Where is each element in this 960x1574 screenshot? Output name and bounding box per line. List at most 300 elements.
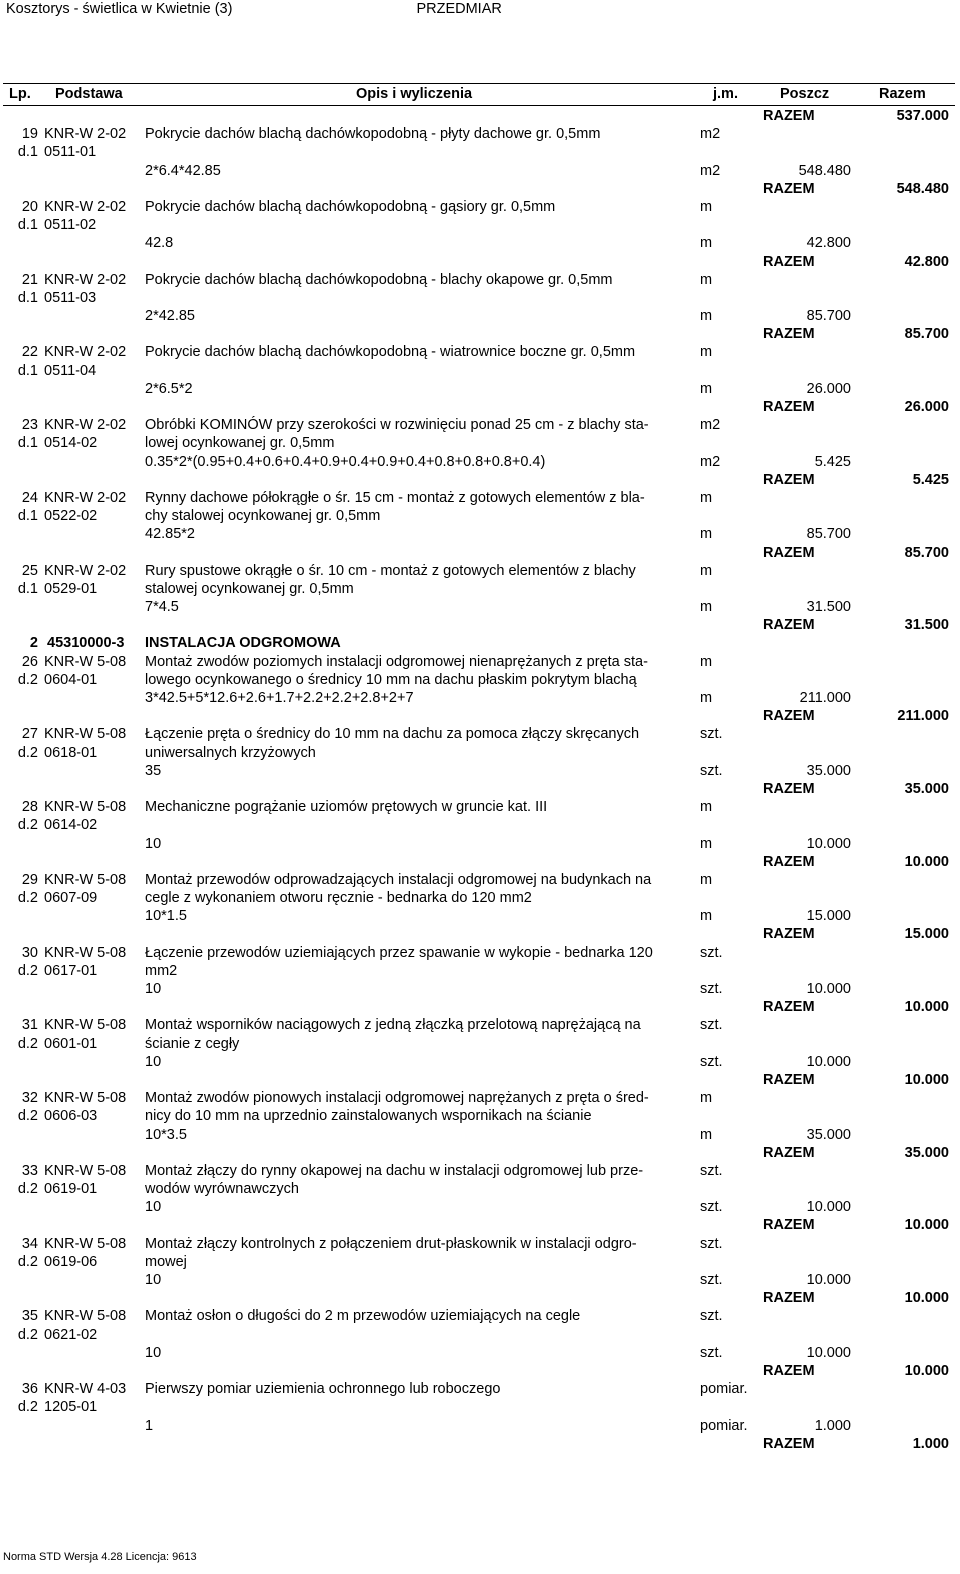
calc-unit: szt. [700,762,723,779]
razem-label: RAZEM [763,853,815,870]
item-description: Obróbki KOMINÓW przy szerokości w rozwinięciu ponad 25 cm - z blachy sta- [145,417,649,434]
item-description: Montaż zwodów pionowych instalacji odgromowej naprężanych z pręta o śred- [145,1090,649,1107]
calc-expression: 2*42.85 [145,308,195,325]
calc-line [3,598,955,616]
calc-expression: 2*6.4*42.85 [145,162,221,179]
calc-line [3,835,955,853]
item-line [3,671,955,689]
razem-label: RAZEM [763,999,815,1016]
item-description: Pierwszy pomiar uziemienia ochronnego lub roboczego [145,1381,501,1398]
razem-label: RAZEM [763,180,815,197]
col-jm: j.m. [713,86,738,102]
item-description: Pokrycie dachów blachą dachówkopodobną - płyty dachowe gr. 0,5mm [145,126,601,143]
item-unit: szt. [700,1235,723,1252]
item-description: Pokrycie dachów blachą dachówkopodobną - wiatrownice boczne gr. 0,5mm [145,344,636,361]
item-line [3,143,955,161]
item-unit: szt. [700,726,723,743]
calc-line [3,1126,955,1144]
item-description: Montaż złączy do rynny okapowej na dachu w instalacji odgromowej lub prze- [145,1162,644,1179]
razem-line [3,1362,955,1380]
item-podstawa-code: 0511-02 [44,217,97,234]
item-podstawa-code: 0601-01 [44,1035,98,1052]
item-unit: m [700,344,713,361]
section-title: INSTALACJA ODGROMOWA [145,635,341,652]
calc-unit: szt. [700,1053,723,1070]
razem-value: 10.000 [904,1071,949,1088]
calc-poszcz: 35.000 [806,762,851,779]
item-unit: pomiar. [700,1381,748,1398]
item-lp: 25 [21,562,38,579]
item-line [3,507,955,525]
item-podstawa: KNR-W 2-02 [44,198,127,215]
item-line [3,944,955,962]
item-podstawa: KNR-W 5-08 [44,653,127,670]
razem-value: 85.700 [904,544,949,561]
item-description: Montaż przewodów odprowadzających instalacji odgromowej na budynkach na [145,871,652,888]
item-lp-suffix: d.2 [17,744,38,761]
item-lp-suffix: d.2 [17,1181,38,1198]
item-line [3,343,955,361]
item-lp: 33 [21,1162,38,1179]
razem-value: 10.000 [904,1290,949,1307]
razem-label: RAZEM [763,1217,815,1234]
razem-label: RAZEM [763,326,815,343]
item-unit: m2 [700,126,721,143]
razem-value: 35.000 [904,780,949,797]
item-description: cegle z wykonaniem otworu ręcznie - bednarka do 120 mm2 [145,890,532,907]
document-type: PRZEDMIAR [416,1,502,17]
item-unit: szt. [700,1308,723,1325]
calc-poszcz: 10.000 [806,1053,851,1070]
item-lp: 27 [21,726,38,743]
razem-value: 10.000 [904,853,949,870]
calc-unit: pomiar. [700,1417,748,1434]
calc-line [3,234,955,252]
item-podstawa: KNR-W 2-02 [44,344,127,361]
item-line [3,1180,955,1198]
razem-value: 42.800 [904,253,949,270]
calc-line [3,1417,955,1435]
item-podstawa-code: 0621-02 [44,1326,98,1343]
calc-unit: m [700,308,713,325]
item-lp-suffix: d.1 [17,435,38,452]
calc-line [3,689,955,707]
item-unit: m [700,871,713,888]
item-podstawa-code: 0604-01 [44,671,98,688]
razem-value: 26.000 [904,399,949,415]
calc-line [3,907,955,925]
razem-line [3,1289,955,1307]
razem-line [3,1144,955,1162]
calc-expression: 42.8 [145,235,174,252]
razem-label: RAZEM [763,544,815,561]
item-line [3,962,955,980]
item-line [3,562,955,580]
item-description: Montaż wsporników naciągowych z jedną złączką przelotową naprężającą na [145,1017,641,1034]
item-unit: m [700,198,713,215]
razem-label: RAZEM [763,399,815,415]
razem-value: 85.700 [904,326,949,343]
item-line [3,1253,955,1271]
item-lp: 34 [21,1235,38,1252]
calc-poszcz: 1.000 [814,1417,851,1434]
calc-poszcz: 5.425 [814,453,851,470]
item-line [3,1235,955,1253]
item-description: mm2 [145,962,178,979]
item-description: Pokrycie dachów blachą dachówkopodobną - blachy okapowe gr. 0,5mm [145,271,613,288]
table-header [3,83,955,106]
item-lp: 26 [21,653,38,670]
calc-poszcz: 10.000 [806,981,851,997]
item-line [3,1307,955,1325]
item-lp-suffix: d.2 [17,962,38,979]
item-podstawa: KNR-W 2-02 [44,271,127,288]
calc-unit: szt. [700,1199,723,1216]
razem-line [3,180,955,198]
calc-poszcz: 85.700 [806,308,851,325]
item-line [3,216,955,234]
item-podstawa-code: 1205-01 [44,1399,98,1416]
item-unit: m [700,1090,713,1107]
item-line [3,1035,955,1053]
item-description: Łączenie przewodów uziemiających przez spawanie w wykopie - bednarka 120 [145,944,653,961]
razem-line [3,253,955,271]
item-unit: m [700,799,713,816]
razem-label: RAZEM [763,780,815,797]
item-line [3,1380,955,1398]
item-line [3,1162,955,1180]
calc-expression: 2*6.5*2 [145,380,193,397]
calc-poszcz: 10.000 [806,835,851,852]
page-header [6,0,502,18]
item-podstawa: KNR-W 5-08 [44,799,127,816]
item-description: Pokrycie dachów blachą dachówkopodobną - gąsiory gr. 0,5mm [145,198,556,215]
calc-expression: 10 [145,1053,162,1070]
item-lp: 30 [21,944,38,961]
calc-line [3,307,955,325]
item-podstawa: KNR-W 5-08 [44,1090,127,1107]
calc-unit: m2 [700,453,721,470]
razem-value: 35.000 [904,1144,949,1161]
item-line [3,744,955,762]
razem-value: 31.500 [904,617,949,634]
item-podstawa: KNR-W 2-02 [44,489,127,506]
item-line [3,1326,955,1344]
razem-line [3,398,955,416]
item-lp-suffix: d.2 [17,817,38,834]
razem-line [3,1216,955,1234]
razem-label: RAZEM [763,253,815,270]
calc-expression: 10 [145,981,162,997]
item-podstawa-code: 0618-01 [44,744,98,761]
calc-unit: szt. [700,1272,723,1288]
item-podstawa: KNR-W 4-03 [44,1381,127,1398]
calc-poszcz: 42.800 [806,235,851,252]
item-podstawa-code: 0511-03 [44,289,97,306]
razem-label: RAZEM [763,617,815,634]
calc-poszcz: 35.000 [806,1126,851,1143]
section-number: 2 [29,635,38,652]
calc-poszcz: 211.000 [799,690,851,706]
calc-poszcz: 548.480 [798,162,851,179]
item-podstawa-code: 0522-02 [44,508,98,525]
item-lp-suffix: d.1 [17,362,38,379]
item-description: lowej ocynkowanej gr. 0,5mm [145,435,335,452]
razem-line [3,471,955,489]
item-line [3,198,955,216]
razem-value: 548.480 [896,180,949,197]
calc-unit: m [700,235,713,252]
item-lp: 23 [21,417,38,434]
item-podstawa-code: 0619-01 [44,1181,98,1198]
item-podstawa: KNR-W 5-08 [44,1235,127,1252]
item-unit: m [700,489,713,506]
item-podstawa-code: 0511-01 [44,144,97,161]
item-description: Montaż złączy kontrolnych z połączeniem drut-płaskownik w instalacji odgro- [145,1235,637,1252]
item-unit: m [700,653,713,670]
razem-value: 5.425 [912,471,949,488]
calc-poszcz: 31.500 [806,599,851,616]
item-lp: 21 [21,271,38,288]
item-line [3,1089,955,1107]
item-podstawa-code: 0607-09 [44,890,98,907]
calc-line [3,1198,955,1216]
item-podstawa: KNR-W 5-08 [44,871,127,888]
calc-expression: 1 [145,1417,154,1434]
razem-value: 1.000 [912,1435,949,1452]
item-lp-suffix: d.1 [17,289,38,306]
item-description: nicy do 10 mm na uprzednio zainstalowanych wspornikach na ścianie [145,1108,592,1125]
section-header [3,634,955,652]
razem-line [3,1435,955,1453]
calc-expression: 42.85*2 [145,526,195,543]
item-line [3,725,955,743]
item-description: stalowej ocynkowanej gr. 0,5mm [145,580,354,597]
col-opis: Opis i wyliczenia [356,86,473,102]
item-podstawa: KNR-W 2-02 [44,417,127,434]
item-lp: 24 [21,489,38,506]
calc-line [3,1344,955,1362]
razem-line [3,998,955,1016]
item-description: Rury spustowe okrągłe o śr. 10 cm - montaż z gotowych elementów z blachy [145,562,636,579]
calc-line [3,762,955,780]
item-lp: 36 [21,1381,38,1398]
item-lp-suffix: d.2 [17,1326,38,1343]
razem-label: RAZEM [763,926,815,943]
item-line [3,871,955,889]
razem-label: RAZEM [763,471,815,488]
item-unit: szt. [700,1017,723,1034]
calc-line [3,1053,955,1071]
item-line [3,1016,955,1034]
item-line [3,1398,955,1416]
item-lp-suffix: d.2 [17,1399,38,1416]
calc-expression: 0.35*2*(0.95+0.4+0.6+0.4+0.9+0.4+0.9+0.4+0.8+0.8+0.8+0.4) [145,453,546,470]
item-line [3,816,955,834]
item-podstawa: KNR-W 2-02 [44,126,127,143]
item-podstawa: KNR-W 5-08 [44,1162,127,1179]
top-total-line [3,107,955,125]
item-lp-suffix: d.1 [17,144,38,161]
calc-poszcz: 10.000 [806,1199,851,1216]
calc-poszcz: 85.700 [806,526,851,543]
item-podstawa-code: 0614-02 [44,817,98,834]
item-podstawa-code: 0606-03 [44,1108,98,1125]
razem-line [3,1071,955,1089]
razem-line [3,544,955,562]
calc-line [3,162,955,180]
razem-label: RAZEM [763,1071,815,1088]
razem-line [3,925,955,943]
table-body [3,107,955,1453]
item-podstawa-code: 0619-06 [44,1253,98,1270]
item-lp: 32 [21,1090,38,1107]
calc-unit: m [700,1126,713,1143]
razem-label: RAZEM [763,1435,815,1452]
razem-value: 10.000 [904,1362,949,1379]
item-line [3,580,955,598]
razem-value: 537.000 [896,108,949,124]
item-podstawa-code: 0617-01 [44,962,98,979]
razem-label: RAZEM [763,108,815,124]
col-razem: Razem [879,86,926,102]
calc-expression: 10 [145,1272,162,1288]
calc-unit: szt. [700,1344,723,1361]
razem-value: 15.000 [904,926,949,943]
item-lp-suffix: d.1 [17,217,38,234]
item-line [3,798,955,816]
item-line [3,1107,955,1125]
calc-expression: 10*1.5 [145,908,187,925]
calc-poszcz: 15.000 [806,908,851,925]
col-lp: Lp. [9,86,31,102]
item-line [3,125,955,143]
section-code: 45310000-3 [47,635,125,652]
item-podstawa: KNR-W 5-08 [44,726,127,743]
razem-value: 10.000 [904,1217,949,1234]
calc-unit: m [700,908,713,925]
footer-license: Norma STD Wersja 4.28 Licencja: 9613 [3,1551,197,1563]
item-line [3,653,955,671]
calc-unit: m [700,835,713,852]
item-unit: szt. [700,944,723,961]
calc-expression: 10 [145,835,162,852]
razem-line [3,616,955,634]
document-title: Kosztorys - świetlica w Kwietnie (3) [6,1,233,17]
razem-line [3,853,955,871]
item-podstawa-code: 0514-02 [44,435,98,452]
calc-unit: szt. [700,981,723,997]
col-poszcz: Poszcz [780,86,830,102]
item-podstawa: KNR-W 2-02 [44,562,127,579]
item-lp: 35 [21,1308,38,1325]
item-podstawa: KNR-W 5-08 [44,1017,127,1034]
item-line [3,416,955,434]
razem-line [3,707,955,725]
item-lp-suffix: d.2 [17,671,38,688]
item-lp: 31 [21,1017,38,1034]
item-lp-suffix: d.2 [17,1253,38,1270]
item-description: ścianie z cegły [145,1035,240,1052]
calc-line [3,525,955,543]
razem-value: 10.000 [904,999,949,1016]
razem-line [3,780,955,798]
item-description: mowej [145,1253,187,1270]
calc-line [3,453,955,471]
item-line [3,362,955,380]
item-lp-suffix: d.1 [17,580,38,597]
calc-unit: m [700,380,713,397]
item-lp-suffix: d.1 [17,508,38,525]
item-lp: 19 [21,126,38,143]
item-line [3,271,955,289]
calc-expression: 7*4.5 [145,599,179,616]
item-podstawa-code: 0529-01 [44,580,98,597]
calc-expression: 3*42.5+5*12.6+2.6+1.7+2.2+2.2+2.8+2+7 [145,690,414,706]
calc-expression: 10 [145,1199,162,1216]
item-unit: m2 [700,417,721,434]
item-description: uniwersalnych krzyżowych [145,744,316,761]
calc-line [3,1271,955,1289]
item-line [3,889,955,907]
calc-unit: m2 [700,162,721,179]
item-description: Mechaniczne pogrążanie uziomów prętowych w gruncie kat. III [145,799,548,816]
item-lp: 29 [21,871,38,888]
item-description: Montaż zwodów poziomych instalacji odgromowej nienaprężanych z pręta sta- [145,653,648,670]
item-description: Rynny dachowe półokrągłe o śr. 15 cm - montaż z gotowych elementów z bla- [145,489,645,506]
calc-poszcz: 26.000 [806,380,851,397]
item-podstawa-code: 0511-04 [44,362,97,379]
item-podstawa: KNR-W 5-08 [44,1308,127,1325]
item-lp: 20 [21,198,38,215]
item-unit: m [700,562,713,579]
item-lp-suffix: d.2 [17,1035,38,1052]
calc-line [3,380,955,398]
razem-label: RAZEM [763,1290,815,1307]
razem-line [3,325,955,343]
item-line [3,289,955,307]
item-lp-suffix: d.2 [17,1108,38,1125]
item-lp-suffix: d.2 [17,890,38,907]
item-unit: m [700,271,713,288]
calc-unit: m [700,690,713,706]
razem-value: 211.000 [897,708,949,725]
col-podstawa: Podstawa [55,86,123,102]
calc-unit: m [700,599,713,616]
item-unit: szt. [700,1162,723,1179]
item-podstawa: KNR-W 5-08 [44,944,127,961]
calc-expression: 10 [145,1344,162,1361]
item-lp: 22 [21,344,38,361]
item-line [3,489,955,507]
item-description: lowego ocynkowanego o średnicy 10 mm na dachu płaskim pokrytym blachą [145,671,637,688]
item-description: Łączenie pręta o średnicy do 10 mm na dachu za pomoca złączy skręcanych [145,726,640,743]
razem-label: RAZEM [763,1144,815,1161]
calc-unit: m [700,526,713,543]
calc-poszcz: 10.000 [806,1272,851,1288]
razem-label: RAZEM [763,1362,815,1379]
item-description: wodów wyrównawczych [145,1181,299,1198]
item-description: chy stalowej ocynkowanej gr. 0,5mm [145,508,381,525]
calc-poszcz: 10.000 [806,1344,851,1361]
item-lp: 28 [21,799,38,816]
calc-line [3,980,955,998]
razem-label: RAZEM [763,708,815,725]
item-description: Montaż osłon o długości do 2 m przewodów uziemiających na cegle [145,1308,581,1325]
calc-expression: 10*3.5 [145,1126,187,1143]
calc-expression: 35 [145,762,162,779]
item-line [3,434,955,452]
